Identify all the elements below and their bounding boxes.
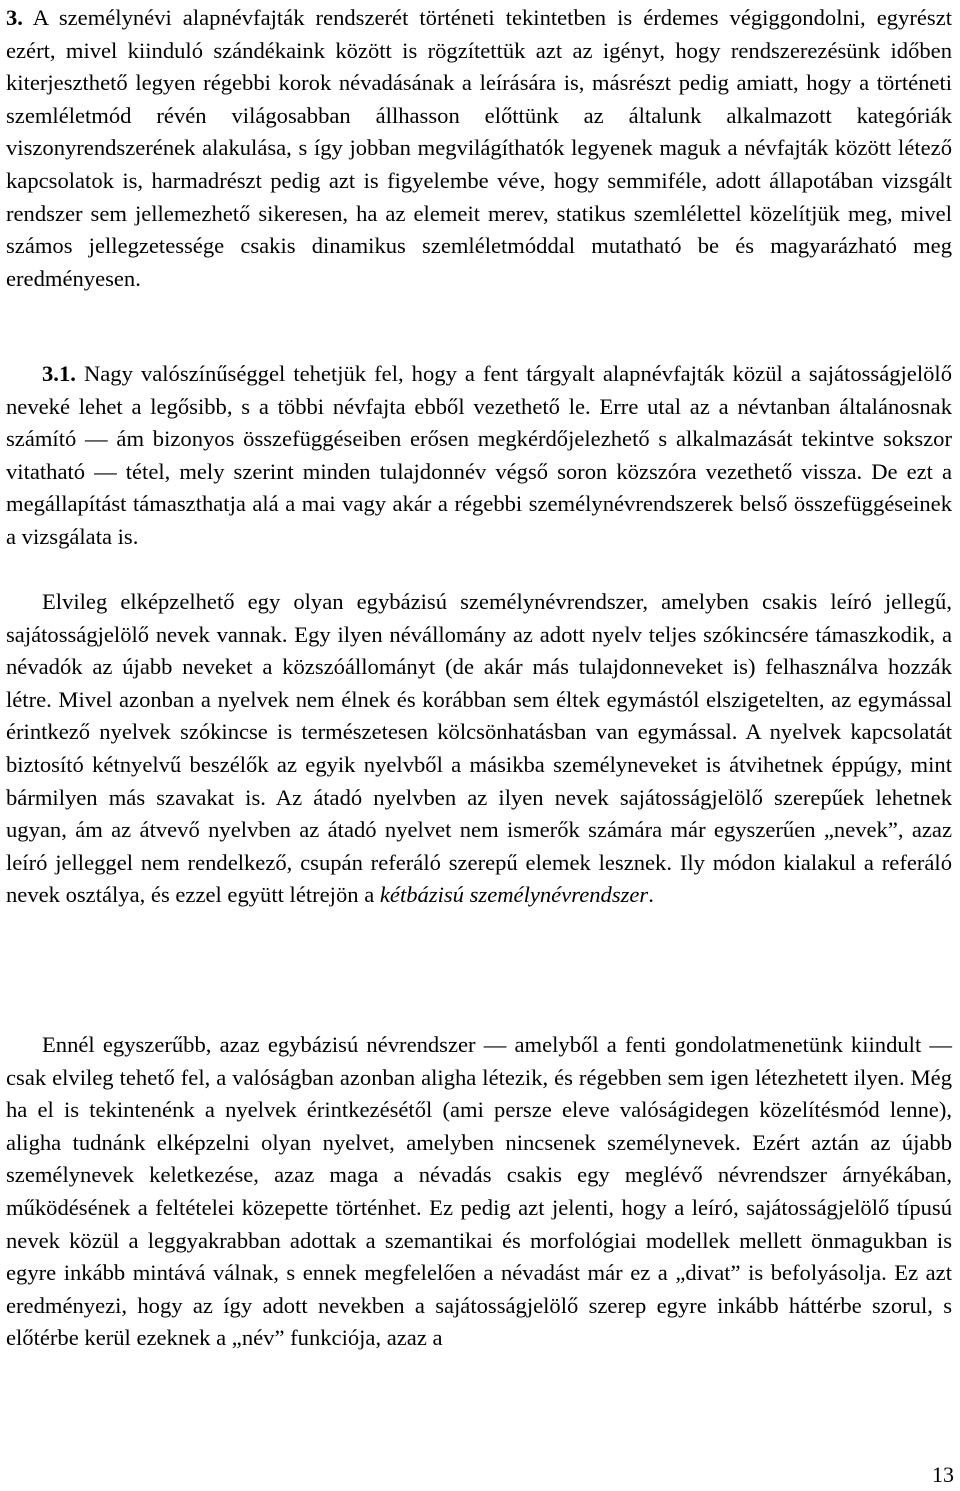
section-number: 3.1. [42,361,76,386]
page-number: 13 [932,1462,954,1487]
section-3-1-paragraph [6,358,952,554]
emphasized-term: kétbázisú személynévrendszer [379,882,649,908]
section-text: A személynévi alapnévfajták rendszerét történeti tekintetben is érdemes végiggondolni, egyrészt ezért, mivel kiinduló szándékaink között is rögzítettük azt az igényt, hogy rendszerezésünk időben kiterjeszthető legyen régebbi korok névadásának a leírására is, másrészt pedig amiatt, hogy a történeti szemléletmód révén világosabban állhasson előttünk az általunk alkalmazott kategóriák viszonyrendszerének alakulása, s így jobban megvilágíthatók legyenek maguk a névfajták között létező kapcsolatok is, harmadrészt pedig azt is figyelembe véve, hogy semmiféle, adott állapotában vizsgált rendszer sem jellemezhető sikeresen, ha az elemeit merev, statikus szemlélettel közelítjük meg, mivel számos jellegzetessége csakis dinamikus szemléletmóddal mutatható be és magyarázható meg eredményesen. [6,5,953,291]
section-3-paragraph [6,2,952,295]
paragraph-text: Elvileg elképzelhető egy olyan egybázisú személynévrendszer, amelyben csakis leíró jellegű, sajátosságjelölő nevek vannak. Egy ilyen névállomány az adott nyelv teljes szókincsére támaszkodik, a névadók az újabb neveket a közszóállományt (de akár más tulajdonneveket is) felhasználva hozzák létre. Mivel azonban a nyelvek nem élnek és korábban sem éltek egymástól elszigetelten, az egymással érintkező nyelvek szókincse is természetesen kölcsönhatásban van egymással. A nyelvek kapcsolatát biztosító kétnyelvű beszélők az egyik nyelvből a másikba személyneveket is átvihetnek éppúgy, mint bármilyen más szavakat is. Az átadó nyelvben az ilyen nevek sajátosságjelölő szerepűek lehetnek ugyan, ám az átvevő nyelvben az átadó nyelvet nem ismerők számára már egyszerűen „nevek”, azaz leíró jelleggel nem rendelkező, csupán referáló szerepű elemek lesznek. Ily módon kialakul a referáló nevek osztálya, és ezzel együtt létrejön a [6,589,952,908]
body-paragraph: Ennél egyszerűbb, azaz egybázisú névrendszer — amelyből a fenti gondolatmenetünk kiindult — csak elvileg tehető fel, a valóságban azonban aligha létezik, és régebben sem igen létezhetett ilyen. Még ha el is tekintenénk a nyelvek érintkezésétől (ami persze eleve valóságidegen közelítésmód lenne), aligha tudnánk elképzelni olyan nyelvet, amelyben nincsenek személynevek. Ezért aztán az újabb személynevek keletkezése, azaz maga a névadás csakis egy meglévő névrendszer árnyékában, működésének a feltételei közepette történhet. Ez pedig azt jelenti, hogy a leíró, sajátosságjelölő típusú nevek közül a leggyakrabban adottak a szemantikai és morfológiai modellek mellett önmagukban is egyre inkább mintává válnak, s ennek megfelelően a névadást már ez a „divat” is befolyásolja. Ez azt eredményezi, hogy az így adott nevekben a sajátosságjelölő szerep egyre inkább háttérbe szorul, s előtérbe kerül ezeknek a „név” funkciója, azaz a [6,1032,952,1351]
section-number: 3. [6,5,23,30]
body-paragraph [6,586,952,912]
section-text: Nagy valószínűséggel tehetjük fel, hogy a fent tárgyalt alapnévfajták közül a sajátosságjelölő neveké lehet a legősibb, s a többi névfajta ebből vezethető le. Erre utal az a névtanban általánosnak számító — ám bizonyos összefüggéseiben erősen megkérdőjelezhető s alkalmazását tekintve sokszor vitatható — tétel, mely szerint minden tulajdonnév végső soron közszóra vezethető vissza. De ezt a megállapítást támaszthatja alá a mai vagy akár a régebbi személynévrendszerek belső összefüggéseinek a vizsgálata is. [6,361,952,549]
paragraph-text-end: . [648,882,654,908]
